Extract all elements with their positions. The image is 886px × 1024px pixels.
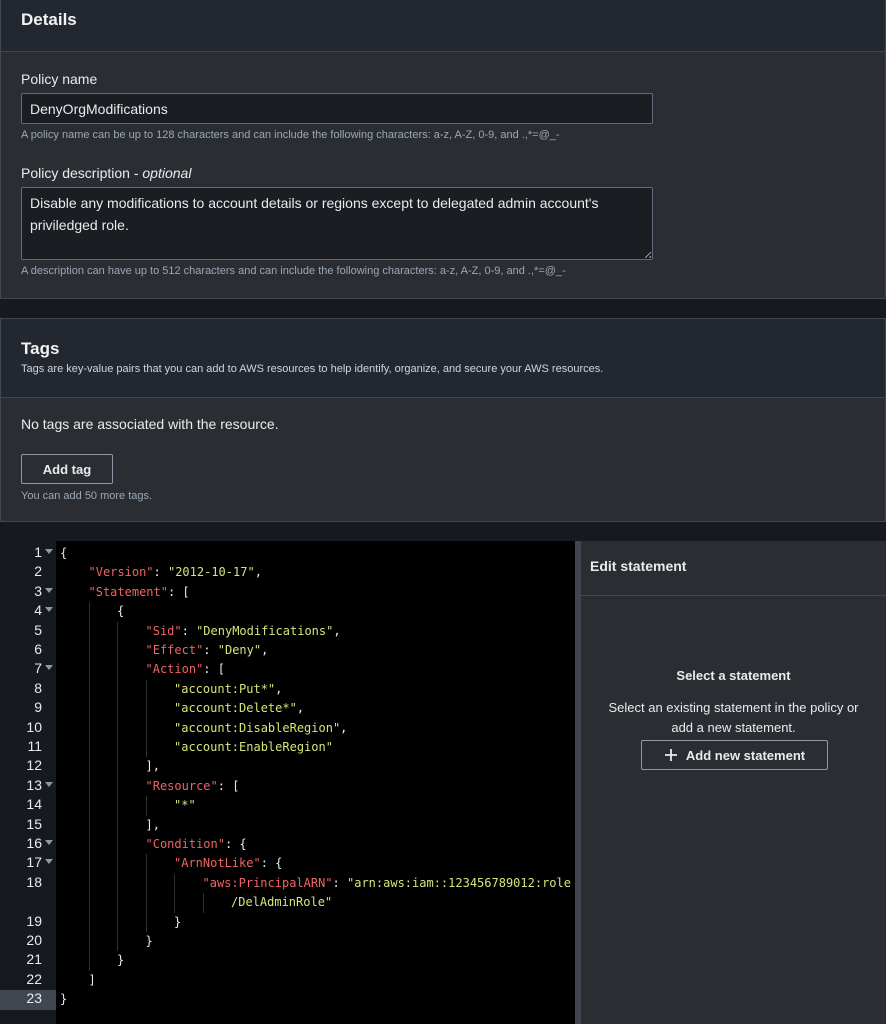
indent-guide	[146, 913, 147, 932]
json-punctuation: ,	[333, 623, 341, 638]
line-number: 14	[26, 796, 42, 813]
indent-guide	[146, 796, 147, 815]
line-number: 12	[26, 757, 42, 774]
select-statement-body-line2: add a new statement.	[671, 720, 796, 735]
code-line	[146, 759, 160, 778]
json-punctuation: :	[153, 565, 168, 580]
line-number: 18	[26, 873, 42, 890]
indent-guide	[117, 913, 118, 932]
details-header	[1, 0, 885, 52]
tags-description: Tags are key-value pairs that you can add to AWS resources to help identify, organize, and secure your AWS resources.	[21, 363, 604, 375]
json-punctuation: ,	[296, 701, 305, 716]
indent-guide	[89, 796, 90, 815]
fold-arrow-icon[interactable]	[45, 782, 53, 787]
gutter-line	[0, 699, 56, 718]
indent-guide	[117, 738, 118, 757]
json-punctuation: ,	[261, 643, 269, 657]
indent-guide	[89, 757, 90, 776]
json-punctuation: {	[117, 604, 125, 619]
code-line	[146, 837, 247, 856]
json-string: "DenyModifications"	[196, 623, 334, 638]
gutter-line	[0, 719, 56, 738]
line-number: 20	[26, 932, 42, 948]
code-line	[174, 682, 282, 701]
json-string: "2012-10-17"	[167, 565, 255, 580]
line-number: 21	[26, 951, 42, 968]
tags-title: Tags	[21, 339, 60, 358]
line-number: 5	[34, 621, 42, 638]
indent-guide	[89, 913, 90, 932]
indent-guide	[89, 777, 90, 796]
indent-guide	[117, 777, 118, 796]
code-line	[146, 643, 269, 662]
json-key: "Version"	[88, 565, 154, 580]
policy-description-label-text: Policy description -	[21, 165, 143, 181]
tags-remaining-hint: You can add 50 more tags.	[21, 490, 153, 502]
indent-guide	[117, 757, 118, 776]
gutter-line	[0, 738, 56, 757]
indent-guide	[174, 874, 175, 893]
indent-guide	[89, 699, 90, 718]
indent-guide	[174, 893, 175, 912]
indent-guide	[89, 874, 90, 893]
line-number-gutter	[0, 541, 56, 1024]
code-line	[117, 604, 124, 623]
json-key: "Statement"	[88, 584, 168, 599]
fold-arrow-icon[interactable]	[45, 665, 53, 670]
json-string: "account:Put*"	[174, 681, 276, 696]
json-punctuation: ],	[145, 817, 160, 832]
json-key: "Action"	[145, 662, 204, 677]
code-line	[174, 856, 282, 875]
add-new-statement-button[interactable]	[641, 740, 828, 770]
code-line	[174, 701, 304, 720]
indent-guide	[89, 932, 90, 951]
json-punctuation: ,	[340, 720, 348, 735]
indent-guide	[117, 816, 118, 835]
fold-arrow-icon[interactable]	[45, 840, 53, 845]
code-line	[117, 953, 124, 972]
fold-arrow-icon[interactable]	[45, 549, 53, 554]
indent-guide	[117, 641, 118, 660]
json-punctuation: }	[145, 934, 153, 948]
line-number: 10	[26, 718, 42, 735]
gutter-line	[0, 990, 56, 1009]
json-punctuation: : [	[217, 778, 240, 793]
indent-guide	[117, 932, 118, 951]
code-line	[146, 662, 225, 681]
edit-statement-panel	[581, 541, 886, 1024]
indent-guide	[89, 660, 90, 679]
json-punctuation: : {	[260, 856, 283, 871]
json-punctuation: :	[203, 643, 218, 657]
gutter-line	[0, 913, 56, 932]
indent-guide	[146, 719, 147, 738]
code-line	[146, 934, 153, 953]
code-line	[174, 915, 181, 934]
policy-name-label: Policy name	[21, 71, 98, 87]
indent-guide	[117, 680, 118, 699]
code-line	[89, 973, 96, 992]
indent-guide	[89, 893, 90, 912]
indent-guide	[117, 835, 118, 854]
indent-guide	[117, 719, 118, 738]
json-string: "*"	[174, 798, 196, 813]
fold-arrow-icon[interactable]	[45, 859, 53, 864]
line-number: 17	[26, 854, 42, 871]
fold-arrow-icon[interactable]	[45, 607, 53, 612]
gutter-line	[0, 854, 56, 873]
code-line	[203, 876, 571, 895]
line-number: 6	[34, 641, 42, 657]
line-number: 3	[34, 582, 42, 599]
line-number: 22	[26, 970, 42, 987]
code-line	[174, 798, 196, 817]
json-string: "account:EnableRegion"	[174, 740, 333, 754]
json-punctuation: : [	[203, 662, 225, 677]
line-number: 19	[26, 912, 42, 929]
json-key: "Sid"	[145, 623, 182, 638]
indent-guide	[89, 641, 90, 660]
indent-guide	[89, 622, 90, 641]
indent-guide	[146, 738, 147, 757]
details-panel	[0, 0, 886, 299]
indent-guide	[89, 854, 90, 873]
json-punctuation: : [	[167, 584, 190, 599]
optional-label: optional	[142, 165, 192, 181]
code-line	[146, 779, 240, 798]
indent-guide	[117, 622, 118, 641]
indent-guide	[89, 816, 90, 835]
gutter-line	[0, 757, 56, 776]
indent-guide	[146, 874, 147, 893]
code-line	[174, 721, 347, 740]
indent-guide	[117, 699, 118, 718]
policy-json-editor[interactable]	[0, 541, 575, 1024]
indent-guide	[146, 680, 147, 699]
indent-guide	[117, 893, 118, 912]
json-punctuation: }	[174, 914, 182, 929]
indent-guide	[89, 602, 90, 621]
gutter-line	[0, 932, 56, 951]
json-punctuation: {	[60, 546, 68, 560]
policy-description-textarea[interactable]	[21, 187, 653, 260]
line-number: 23	[26, 990, 42, 1007]
plus-icon	[664, 748, 678, 762]
line-number: 8	[34, 679, 42, 696]
json-key: "aws:PrincipalARN"	[202, 875, 333, 890]
select-statement-heading: Select a statement	[676, 668, 791, 683]
gutter-line	[0, 951, 56, 970]
policy-name-hint: A policy name can be up to 128 characters and can include the following characters: a-z, A-Z, 0-9, and .,*=@_-	[21, 129, 560, 141]
indent-guide	[117, 796, 118, 815]
gutter-line	[0, 602, 56, 621]
line-number: 16	[26, 835, 42, 851]
indent-guide	[89, 719, 90, 738]
gutter-line	[0, 835, 56, 854]
json-punctuation: : {	[224, 837, 247, 851]
tags-header	[1, 319, 885, 398]
json-key: "Resource"	[145, 778, 218, 793]
gutter-line	[0, 816, 56, 835]
gutter-line	[0, 583, 56, 602]
code-line	[89, 585, 190, 604]
indent-guide	[117, 874, 118, 893]
add-tag-button[interactable]: Add tag	[21, 454, 113, 484]
code-line	[174, 740, 333, 759]
json-string: "arn:aws:iam::123456789012:role	[347, 875, 571, 890]
indent-guide	[203, 893, 204, 912]
gutter-line	[0, 777, 56, 796]
json-punctuation: :	[181, 623, 197, 638]
line-number: 13	[26, 776, 42, 793]
indent-guide	[89, 738, 90, 757]
policy-description-label	[21, 165, 191, 181]
json-punctuation: }	[117, 953, 125, 968]
policy-description-hint: A description can have up to 512 characters and can include the following characters: a-z, A-Z, 0-9, and .,*=@_-	[21, 265, 566, 277]
indent-guide	[146, 854, 147, 873]
line-number: 11	[27, 738, 42, 754]
add-new-statement-label: Add new statement	[685, 747, 806, 763]
gutter-line	[0, 796, 56, 815]
gutter-line	[0, 622, 56, 641]
indent-guide	[146, 699, 147, 718]
fold-arrow-icon[interactable]	[45, 588, 53, 593]
gutter-line	[0, 893, 56, 912]
gutter-line	[0, 680, 56, 699]
code-line	[60, 992, 67, 1011]
line-number: 1	[34, 544, 42, 560]
json-punctuation: ,	[254, 565, 262, 580]
indent-guide	[117, 660, 118, 679]
json-string: "account:DisableRegion"	[174, 720, 341, 735]
gutter-line	[0, 874, 56, 893]
code-line	[146, 624, 341, 643]
details-title: Details	[21, 10, 77, 29]
gutter-line	[0, 641, 56, 660]
edit-statement-title: Edit statement	[581, 541, 886, 596]
line-number: 7	[34, 660, 42, 677]
json-key: "Condition"	[145, 837, 225, 851]
json-punctuation: ,	[275, 681, 283, 696]
gutter-line	[0, 660, 56, 679]
json-string: "account:Delete*"	[174, 701, 297, 716]
json-punctuation: :	[332, 875, 347, 890]
indent-guide	[89, 835, 90, 854]
tags-panel	[0, 318, 886, 522]
json-punctuation: }	[60, 992, 68, 1007]
gutter-line	[0, 563, 56, 582]
line-number: 4	[34, 602, 42, 619]
select-statement-body-line1: Select an existing statement in the policy or	[608, 700, 859, 715]
indent-guide	[89, 951, 90, 970]
json-punctuation: ],	[145, 759, 160, 774]
indent-guide	[117, 854, 118, 873]
select-statement-body	[581, 698, 886, 738]
indent-guide	[89, 680, 90, 699]
code-line	[231, 895, 332, 914]
indent-guide	[146, 893, 147, 912]
gutter-line	[0, 544, 56, 563]
code-line	[146, 818, 160, 837]
code-line	[89, 565, 262, 584]
policy-name-input[interactable]	[21, 93, 653, 124]
no-tags-message: No tags are associated with the resource.	[21, 416, 279, 432]
code-line	[60, 546, 67, 565]
line-number: 2	[34, 563, 42, 580]
json-key: "ArnNotLike"	[174, 856, 261, 871]
json-string: "Deny"	[217, 643, 262, 657]
line-number: 15	[26, 815, 42, 832]
json-key: "Effect"	[145, 643, 204, 657]
gutter-line	[0, 971, 56, 990]
json-string: /DelAdminRole"	[231, 895, 333, 910]
line-number: 9	[34, 699, 42, 716]
json-punctuation: ]	[88, 972, 96, 987]
